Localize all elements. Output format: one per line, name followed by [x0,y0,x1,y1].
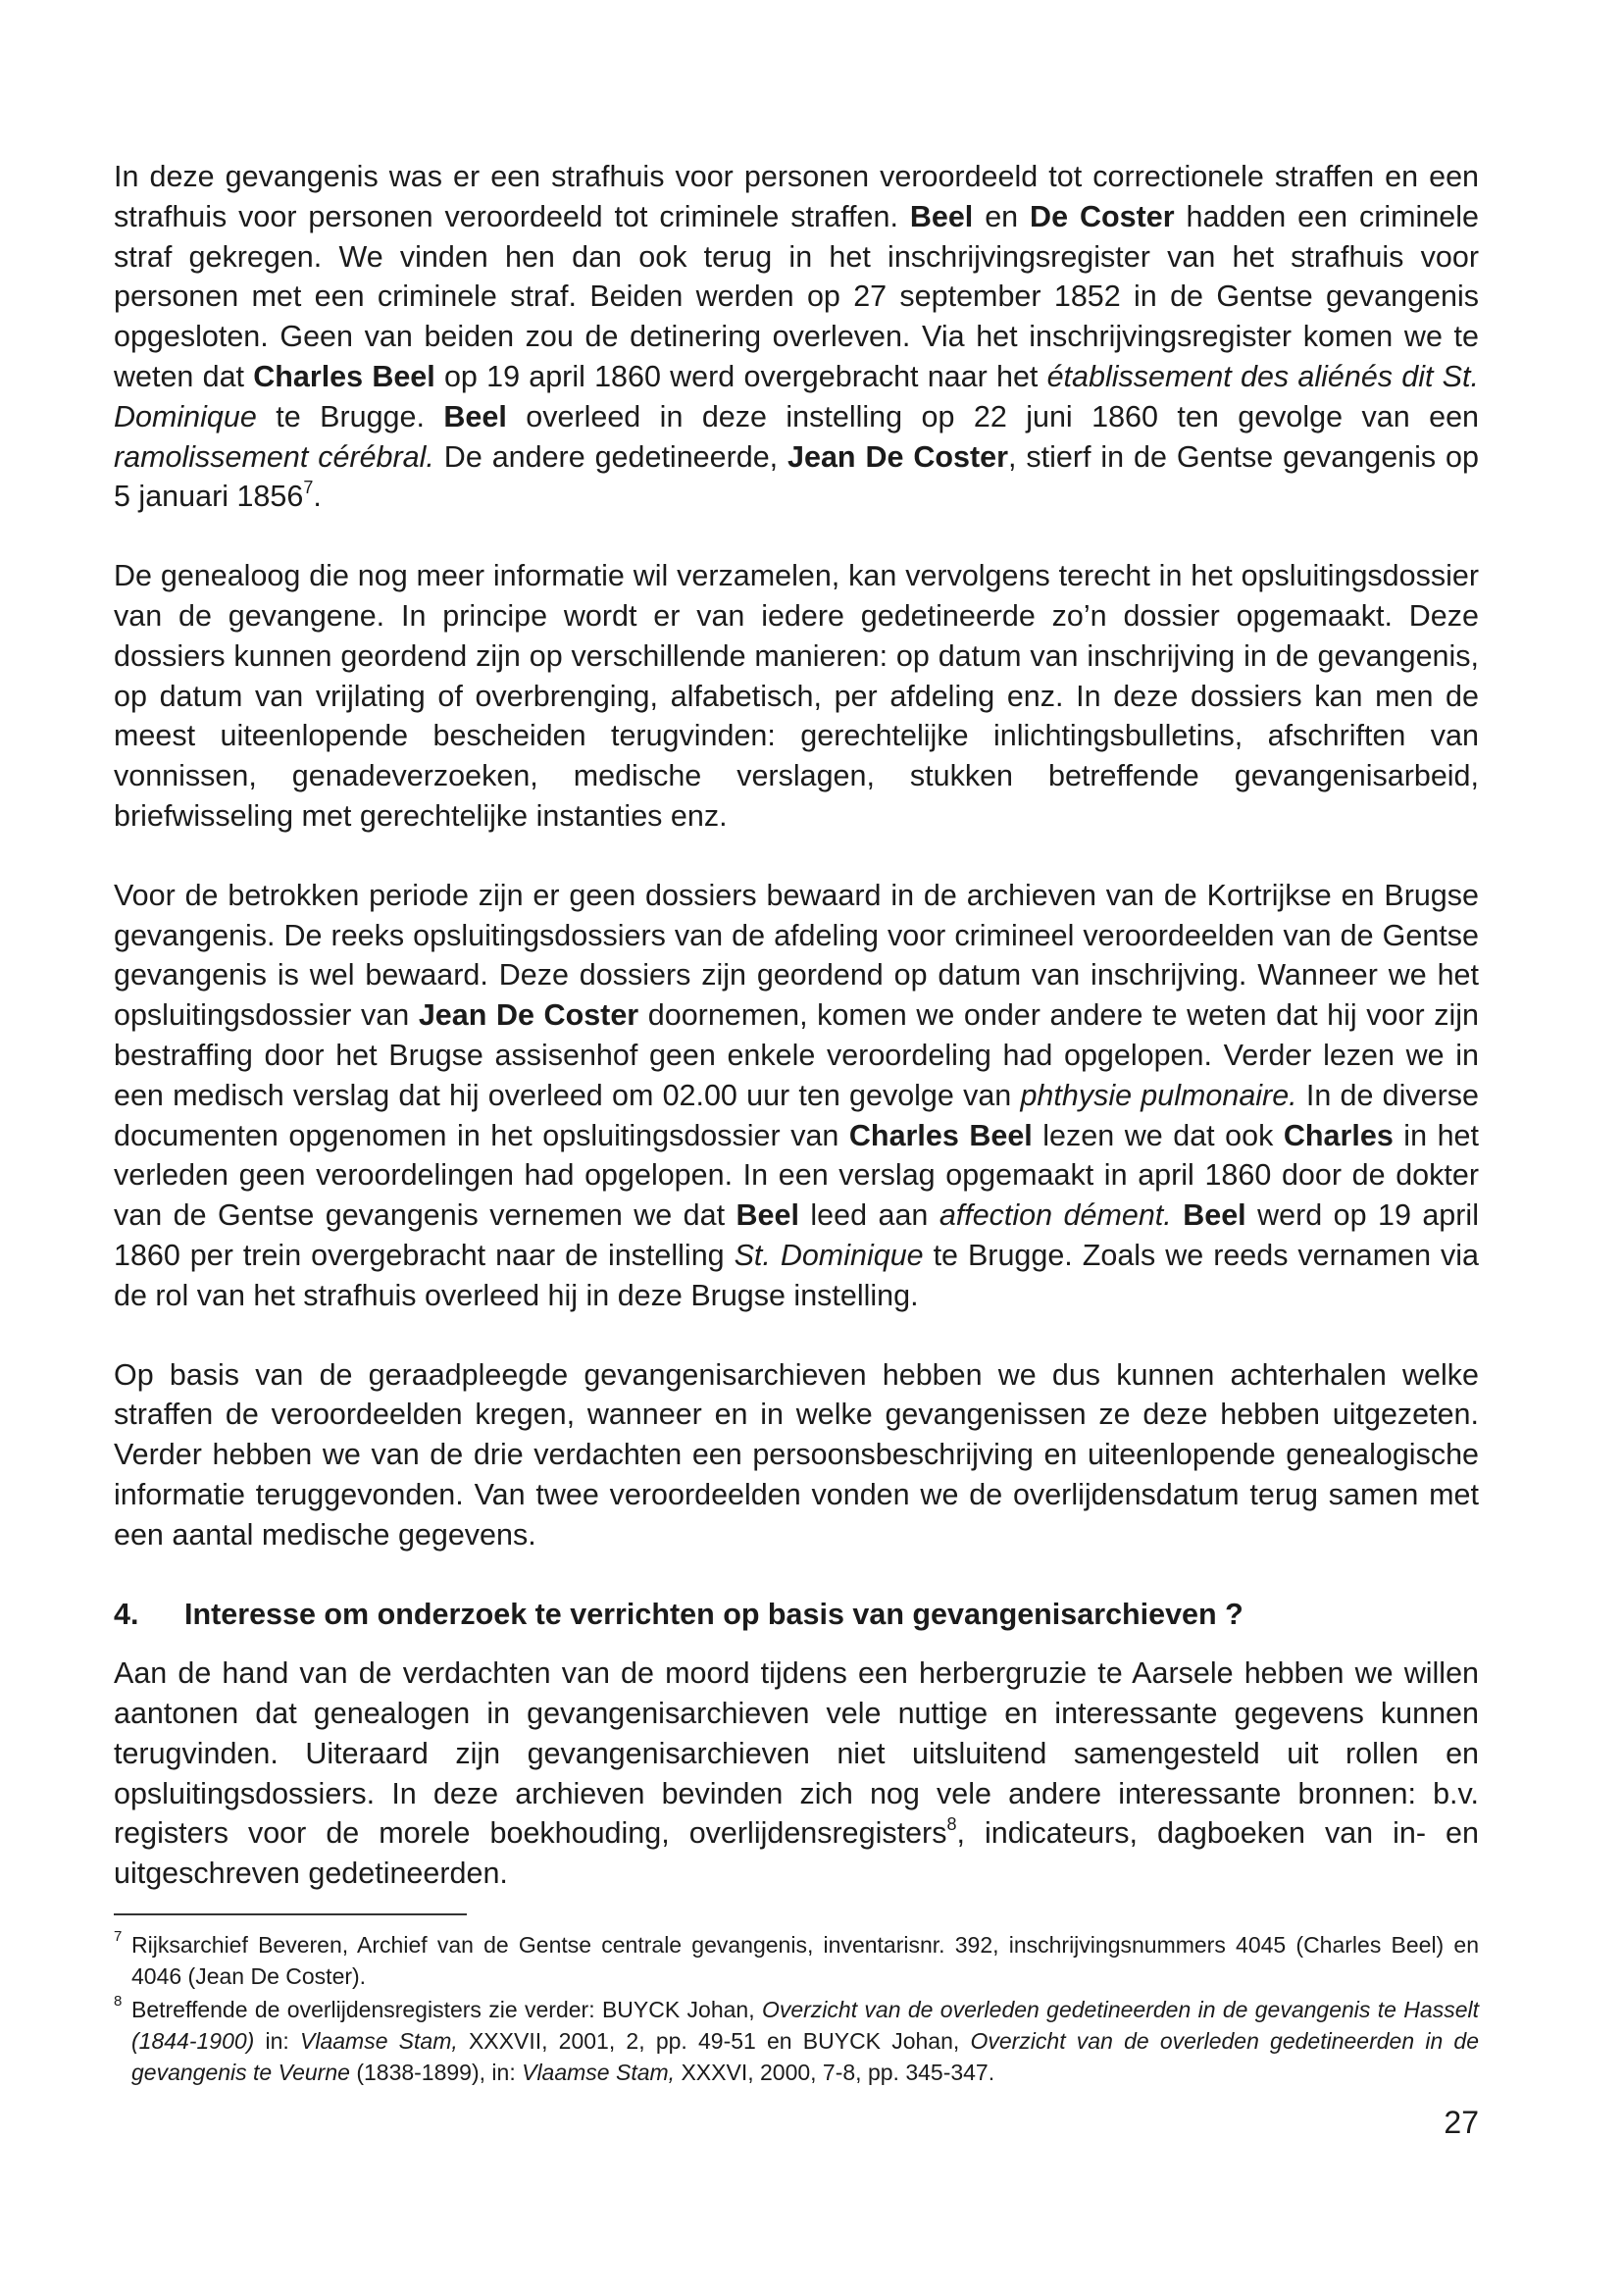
text-run: Aan de hand van de verdachten van de moord tijdens een herbergruzie te Aarsele hebben we willen aantonen dat genealogen in gevangenisarchieven vele nuttige en interessante gegevens kunnen terugvinden. Uiteraard zijn gevangenisarchieven niet uitsluitend samengesteld uit rollen en opsluitingsdossiers. In deze archieven bevinden zich nog vele andere interessante bronnen: b.v. registers voor de morele boekhouding, overlijdensregisters [114,1656,1479,1851]
text-run [1172,1198,1183,1232]
text-run: op 19 april 1860 werd overgebracht naar het [434,359,1047,393]
page-number: 27 [1444,2105,1479,2140]
page-body [114,157,1479,2090]
bold-text: Jean De Coster [418,998,639,1033]
text-run: De genealoog die nog meer informatie wil verzamelen, kan vervolgens terecht in het opsluitingsdossier van de gevangene. In principe wordt er van iedere gedetineerde zo’n dossier opgemaakt. Deze dossiers kunnen geordend zijn op verschillende manieren: op datum van inschrijving in de gevangenis, op datum van vrijlating of overbrenging, alfabetisch, per afdeling enz. In deze dossiers kan men de meest uiteenlopende bescheiden terugvinden: gerechtelijke inlichtingsbulletins, afschriften van vonnissen, genadeverzoeken, medische verslagen, stukken betreffende gevangenisarbeid, briefwisseling met gerechtelijke instanties enz. [114,559,1479,833]
bold-text: Beel [909,199,974,233]
paragraph-3 [114,876,1479,1316]
text-run: leed aan [798,1198,939,1233]
text-run: lezen we dat ook [1032,1118,1284,1152]
italic-text: Overzicht van de overleden gedetineerden in de gevangenis te Hasselt (1844-1900) [131,1997,1479,2055]
bold-text: Beel [1183,1198,1246,1233]
text-run: , indicateurs, dagboeken van in- en uitgeschreven gedetineerden. [114,1816,1479,1891]
footnote-ref: 8 [946,1814,957,1835]
text-run: Rijksarchief Beveren, Archief van de Gentse centrale gevangenis, inventarisnr. 392, inschrijvingsnummers 4045 (Charles Beel) en 4046 (Jean De Coster). [131,1932,1479,1990]
text-run: in het verleden geen veroordelingen had opgelopen. In een verslag opgemaakt in april 1860 door de dokter van de Gentse gevangenis vernemen we dat [114,1118,1479,1233]
text-run: te Brugge. Zoals we reeds vernamen via de rol van het strafhuis overleed hij in deze Brugse instelling. [114,1238,1479,1312]
footnote-separator [114,1913,467,1915]
text-run: overleed in deze instelling op 22 juni 1860 ten gevolge van een [506,399,1480,433]
text-run: In de diverse documenten opgenomen in het opsluitingsdossier van [114,1078,1479,1152]
italic-text: St. Dominique [734,1238,924,1272]
text-run: Voor de betrokken periode zijn er geen dossiers bewaard in de archieven van de Kortrijkse en Brugse gevangenis. De reeks opsluitingsdossiers van de afdeling voor crimineel veroordeelden van de Gentse gevangenis is wel bewaard. Deze dossiers zijn geordend op datum van inschrijving. Wanneer we het opsluitingsdossier van [114,878,1479,1033]
footnote-7 [114,1929,1479,1992]
paragraph-2 [114,556,1479,837]
bold-text: Charles Beel [848,1118,1033,1152]
section-paragraph [114,1654,1479,1894]
text-run: Betreffende de overlijdensregisters zie verder: BUYCK Johan, [131,1997,762,2023]
bold-text: Charles [1283,1118,1394,1152]
text-run: XXXVII, 2001, 2, pp. 49-51 en BUYCK Johan, [457,2028,971,2055]
italic-text: Vlaamse Stam, [300,2028,458,2055]
bold-text: Beel [443,399,507,433]
italic-text: ramolissement cérébral. [114,439,434,474]
bold-text: Jean De Coster [787,439,1008,474]
footnote-text [131,1932,1479,1989]
text-run: (1838-1899), in: [349,2060,523,2086]
text-run: werd op 19 april 1860 per trein overgebracht naar de instelling [114,1198,1479,1272]
text-run: Op basis van de geraadpleegde gevangenisarchieven hebben we dus kunnen achterhalen welke straffen de veroordeelden kregen, wanneer en in welke gevangenissen ze deze hebben uitgezeten. Verder hebben we van de drie verdachten een persoonsbeschrijving en uiteenlopende genealogische informatie teruggevonden. Van twee veroordeelden vonden we de overlijdensdatum terug samen met een aantal medische gegevens. [114,1357,1479,1552]
text-run: De andere gedetineerde, [433,439,788,474]
footnote-mark: 8 [114,1993,123,2011]
footnote-8 [114,1994,1479,2088]
section-title: Interesse om onderzoek te verrichten op basis van gevangenisarchieven ? [184,1597,1243,1631]
paragraph-4 [114,1355,1479,1555]
footnote-mark: 7 [114,1928,123,1946]
bold-text: Beel [736,1198,799,1233]
italic-text: établissement des aliénés dit St. Dominique [114,359,1479,433]
section-heading [114,1595,1479,1635]
bold-text: De Coster [1030,199,1175,233]
text-run: hadden een criminele straf gekregen. We vinden hen dan ook terug in het inschrijvingsregister van het strafhuis voor personen met een criminele straf. Beiden werden op 27 september 1852 in de Gentse gevangenis opgesloten. Geen van beiden zou de detinering overleven. Via het inschrijvingsregister komen we te weten dat [114,199,1479,393]
italic-text: Overzicht van de overleden gedetineerden in de gevangenis te Veurne [131,2028,1480,2086]
italic-text: affection dément. [939,1198,1172,1233]
text-run: , stierf in de Gentse gevangenis op 5 januari 1856 [114,439,1479,514]
footnote-ref: 7 [303,478,314,498]
text-run: XXXVI, 2000, 7-8, pp. 345-347. [675,2060,995,2086]
text-run: In deze gevangenis was er een strafhuis voor personen veroordeeld tot correctionele straffen en een strafhuis voor personen veroordeeld tot criminele straffen. [114,160,1479,233]
bold-text: Charles Beel [253,359,435,393]
paragraph-1 [114,157,1479,517]
text-run: te Brugge. [256,399,444,433]
section-number: 4. [114,1597,139,1631]
italic-text: Vlaamse Stam, [522,2060,676,2086]
text-run: . [313,480,322,514]
text-run: en [973,199,1031,233]
text-run: doornemen, komen we onder andere te weten dat hij voor zijn bestraffing door het Brugse assisenhof geen enkele veroordeling had opgelopen. Verder lezen we in een medisch verslag dat hij overleed om 02.00 uur ten gevolge van [114,998,1479,1112]
text-run: in: [254,2028,300,2055]
footnote-text [131,1997,1479,2085]
italic-text: phthysie pulmonaire. [1020,1078,1297,1112]
